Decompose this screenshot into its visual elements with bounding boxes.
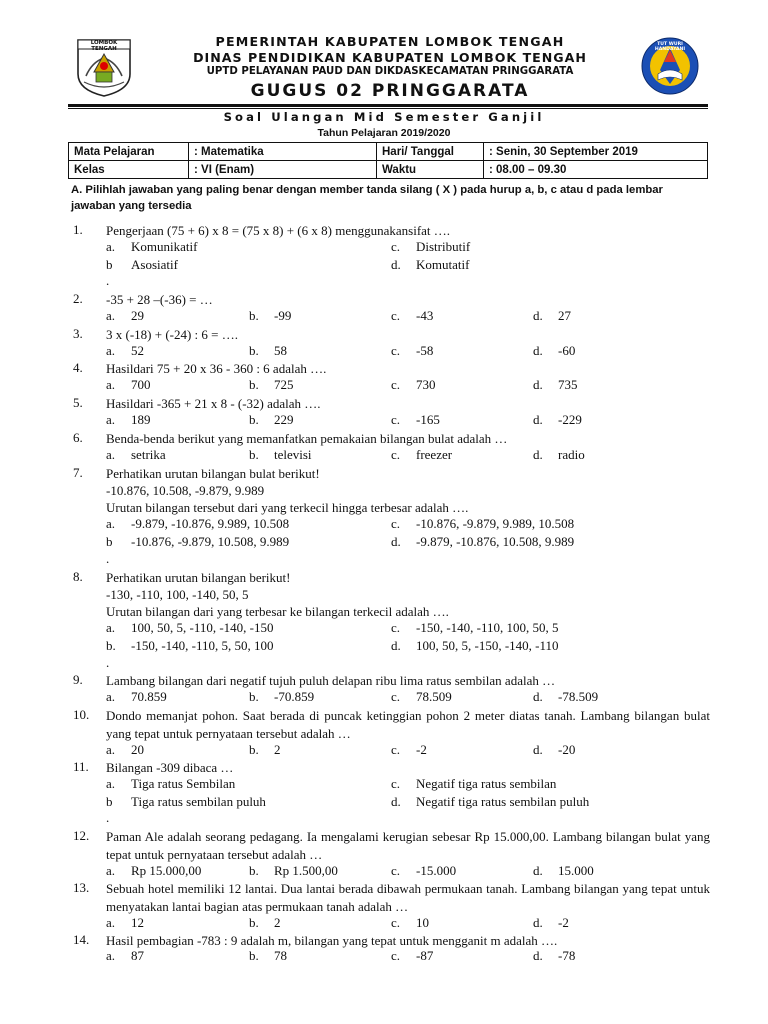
option-text: 52 (131, 343, 144, 358)
question-text: Hasildari -365 + 21 x 8 - (-32) adalah …. (106, 396, 321, 411)
info-label-subject: Mata Pelajaran (69, 143, 189, 161)
option-letter: c. (391, 776, 401, 791)
option-text: 78 (274, 948, 287, 963)
option-text: radio (558, 447, 585, 462)
info-label-class: Kelas (69, 161, 189, 179)
question-text: Pengerjaan (75 + 6) x 8 = (75 x 8) + (6 x 8) menggunakansifat …. (106, 223, 451, 238)
option-letter: d. (391, 534, 401, 549)
option-letter: c. (391, 377, 401, 392)
info-label-date: Hari/ Tanggal (377, 143, 484, 161)
option-text: 100, 50, 5, -110, -140, -150 (131, 620, 274, 635)
question-number: 11. (73, 759, 89, 774)
option-letter: a. (106, 377, 116, 392)
option-letter: c. (391, 915, 401, 930)
option-text: 700 (131, 377, 151, 392)
option-text: 100, 50, 5, -150, -140, -110 (416, 638, 559, 653)
option-text: -2 (416, 742, 427, 757)
info-value-time: : 08.00 – 09.30 (484, 161, 708, 179)
option-text: 29 (131, 308, 144, 323)
option-letter: a. (106, 343, 116, 358)
option-text: 15.000 (558, 863, 594, 878)
info-value-subject: : Matematika (189, 143, 377, 161)
option-letter: d. (533, 343, 543, 358)
option-text: -10.876, -9.879, 9.989, 10.508 (416, 516, 575, 531)
option-text: -43 (416, 308, 434, 323)
option-letter: c. (391, 863, 401, 878)
option-text: 10 (416, 915, 429, 930)
question-number: 2. (73, 291, 83, 306)
question-text: Bilangan -309 dibaca … (106, 760, 234, 775)
option-letter: b. (249, 343, 259, 358)
question-text: 3 x (-18) + (-24) : 6 = …. (106, 327, 238, 342)
academic-year: Tahun Pelajaran 2019/2020 (317, 127, 451, 139)
option-text: -15.000 (416, 863, 457, 878)
info-label-time: Waktu (377, 161, 484, 179)
option-text: Distributif (416, 239, 471, 254)
question-text: Perhatikan urutan bilangan berikut! (106, 570, 291, 585)
option-letter: b (106, 257, 113, 272)
option-text: 12 (131, 915, 144, 930)
question-number: 1. (73, 222, 83, 237)
option-text: -78.509 (558, 689, 599, 704)
question-text: Hasil pembagian -783 : 9 adalah m, bilangan yang tepat untuk mengganit m adalah …. (106, 933, 558, 948)
option-text: 2 (274, 742, 281, 757)
option-letter: d. (533, 447, 543, 462)
question-text: -35 + 28 –(-36) = … (106, 292, 213, 307)
header-line-4: GUGUS 02 PRINGGARATA (250, 81, 530, 101)
question-text: Urutan bilangan dari yang terbesar ke bilangan terkecil adalah …. (106, 604, 449, 619)
option-text: setrika (131, 447, 166, 462)
header-line-3: UPTD PELAYANAN PAUD DAN DIKDASKECAMATAN PRINGGARATA (206, 66, 574, 77)
option-letter: a. (106, 776, 116, 791)
option-text: Negatif tiga ratus sembilan (416, 776, 557, 791)
option-text: 725 (274, 377, 294, 392)
option-letter: b (106, 794, 113, 809)
option-letter: c. (391, 620, 401, 635)
option-text: -229 (558, 412, 582, 427)
stray-dot: . (106, 655, 110, 670)
exam-info-table (68, 142, 708, 179)
option-text: 27 (558, 308, 571, 323)
question-text: Benda-benda berikut yang memanfatkan pemakaian bilangan bulat adalah … (106, 431, 508, 446)
option-letter: b. (249, 377, 259, 392)
option-letter: c. (391, 742, 401, 757)
option-letter: b. (249, 689, 259, 704)
question-text: Urutan bilangan tersebut dari yang terkecil hingga terbesar adalah …. (106, 500, 469, 515)
option-text: 70.859 (131, 689, 167, 704)
option-letter: a. (106, 948, 116, 963)
option-letter: c. (391, 516, 401, 531)
option-text: -99 (274, 308, 292, 323)
stray-dot: . (106, 273, 110, 288)
option-letter: c. (391, 412, 401, 427)
option-letter: d. (533, 308, 543, 323)
option-letter: d. (391, 257, 401, 272)
option-letter: a. (106, 863, 116, 878)
exam-title: Soal Ulangan Mid Semester Ganjil (223, 110, 545, 124)
logo-right-caption: TUT WURI HANDAYANI (654, 42, 686, 52)
option-letter: a. (106, 447, 116, 462)
question-text: Dondo memanjat pohon. Saat berada di puncak ketinggian pohon 2 meter diatas tanah. Lambang bilangan bulat yang tepat untuk pernyataan tersebut adalah … (106, 708, 710, 741)
option-text: -78 (558, 948, 576, 963)
option-letter: a. (106, 516, 116, 531)
option-text: -58 (416, 343, 434, 358)
option-text: 735 (558, 377, 578, 392)
option-text: -70.859 (274, 689, 315, 704)
option-letter: d. (533, 689, 543, 704)
question-text: Sebuah hotel memiliki 12 lantai. Dua lantai berada dibawah permukaan tanah. Lambang bilangan yang tepat untuk menyatakan lantai bagian atas permukaan tanah adalah … (106, 881, 710, 914)
option-letter: d. (533, 742, 543, 757)
option-letter: b. (249, 447, 259, 462)
option-letter: a. (106, 689, 116, 704)
info-row (69, 143, 708, 161)
option-text: Komunikatif (131, 239, 198, 254)
option-text: freezer (416, 447, 453, 462)
option-letter: a. (106, 620, 116, 635)
option-text: -20 (558, 742, 576, 757)
option-text: -10.876, -9.879, 10.508, 9.989 (131, 534, 290, 549)
info-value-class: : VI (Enam) (189, 161, 377, 179)
logo-left-caption: LOMBOK TENGAH (90, 40, 118, 52)
option-text: -165 (416, 412, 440, 427)
header-rule-thin (68, 108, 708, 109)
question-number: 13. (73, 880, 90, 895)
option-letter: b. (249, 308, 259, 323)
option-letter: a. (106, 239, 116, 254)
option-text: Komutatif (416, 257, 470, 272)
question-text: Hasildari 75 + 20 x 36 - 360 : 6 adalah …. (106, 361, 327, 376)
option-text: -9.879, -10.876, 9.989, 10.508 (131, 516, 290, 531)
question-text: Lambang bilangan dari negatif tujuh puluh delapan ribu lima ratus sembilan adalah … (106, 673, 556, 688)
info-value-date: : Senin, 30 September 2019 (484, 143, 708, 161)
option-letter: b. (249, 742, 259, 757)
option-letter: c. (391, 308, 401, 323)
option-text: Negatif tiga ratus sembilan puluh (416, 794, 590, 809)
option-letter: b (106, 534, 113, 549)
option-text: Tiga ratus Sembilan (131, 776, 236, 791)
letterhead (0, 0, 768, 108)
option-letter: a. (106, 412, 116, 427)
option-letter: d. (533, 915, 543, 930)
option-text: -87 (416, 948, 434, 963)
option-text: 87 (131, 948, 144, 963)
question-number: 10. (73, 707, 90, 722)
option-letter: b. (249, 863, 259, 878)
instruction: A. Pilihlah jawaban yang paling benar dengan member tanda silang ( X ) pada hurup a, b, c atau d pada lembar jawaban yang tersedia (71, 184, 663, 212)
stray-dot: . (106, 551, 110, 566)
option-text: 2 (274, 915, 281, 930)
question-number: 6. (73, 430, 83, 445)
option-text: 229 (274, 412, 294, 427)
option-text: Rp 15.000,00 (131, 863, 202, 878)
option-text: 58 (274, 343, 287, 358)
info-row (69, 161, 708, 179)
question-number: 8. (73, 569, 83, 584)
option-letter: c. (391, 239, 401, 254)
question-number: 14. (73, 932, 90, 947)
option-text: -60 (558, 343, 576, 358)
question-number: 5. (73, 395, 83, 410)
question-text: Perhatikan urutan bilangan bulat berikut! (106, 466, 320, 481)
header-line-1: PEMERINTAH KABUPATEN LOMBOK TENGAH (215, 34, 565, 49)
option-text: Asosiatif (131, 257, 178, 272)
option-text: televisi (274, 447, 312, 462)
question-text: -130, -110, 100, -140, 50, 5 (106, 587, 249, 602)
option-letter: b. (249, 915, 259, 930)
option-letter: d. (533, 412, 543, 427)
option-letter: c. (391, 343, 401, 358)
option-letter: b. (249, 948, 259, 963)
option-letter: c. (391, 689, 401, 704)
option-text: -150, -140, -110, 100, 50, 5 (416, 620, 559, 635)
question-text: -10.876, 10.508, -9.879, 9.989 (106, 483, 265, 498)
question-number: 4. (73, 360, 83, 375)
option-letter: b. (249, 412, 259, 427)
option-letter: c. (391, 447, 401, 462)
option-text: -9.879, -10.876, 10.508, 9.989 (416, 534, 575, 549)
option-letter: a. (106, 308, 116, 323)
option-text: -150, -140, -110, 5, 50, 100 (131, 638, 274, 653)
header-line-2: DINAS PENDIDIKAN KABUPATEN LOMBOK TENGAH (193, 50, 587, 65)
option-letter: d. (391, 638, 401, 653)
option-letter: b. (106, 638, 116, 653)
header-rule-thick (68, 104, 708, 107)
option-letter: a. (106, 742, 116, 757)
option-text: -2 (558, 915, 569, 930)
option-letter: d. (391, 794, 401, 809)
option-text: 730 (416, 377, 436, 392)
option-letter: d. (533, 863, 543, 878)
question-number: 12. (73, 828, 90, 843)
question-number: 3. (73, 326, 83, 341)
question-text: Paman Ale adalah seorang pedagang. Ia mengalami kerugian sebesar Rp 15.000,00. Lambang bilangan bulat yang tepat untuk pernyataan tersebut adalah … (106, 829, 710, 862)
option-letter: c. (391, 948, 401, 963)
option-letter: a. (106, 915, 116, 930)
option-text: 189 (131, 412, 151, 427)
question-number: 7. (73, 465, 83, 480)
option-text: Rp 1.500,00 (274, 863, 338, 878)
question-number: 9. (73, 672, 83, 687)
option-text: 78.509 (416, 689, 452, 704)
option-text: 20 (131, 742, 144, 757)
option-letter: d. (533, 948, 543, 963)
option-letter: d. (533, 377, 543, 392)
option-text: Tiga ratus sembilan puluh (131, 794, 266, 809)
stray-dot: . (106, 810, 110, 825)
